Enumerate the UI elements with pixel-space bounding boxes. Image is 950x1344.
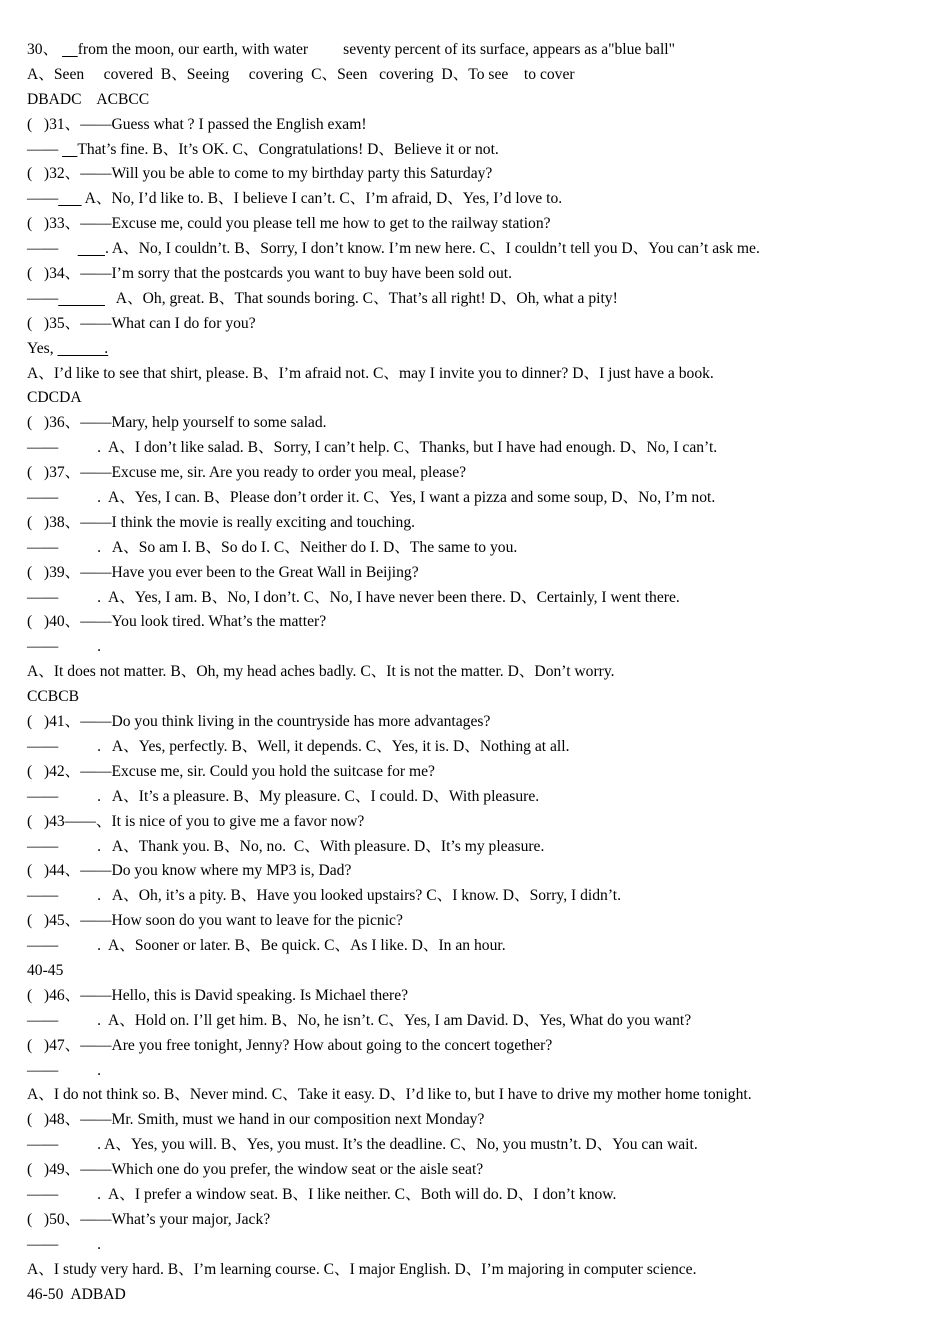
text-line [27,486,932,511]
text-segment: —— [27,240,78,258]
text-line [27,1108,932,1133]
text-segment: —— . A、I prefer a window seat. B、I like neither. C、Both will do. D、I don’t know. [27,1185,617,1203]
answer-blank [78,240,105,257]
text-segment: —— [27,289,59,307]
text-segment: That’s fine. B、It’s OK. C、Congratulations! D、Believe it or not. [77,140,499,158]
text-line [27,312,932,337]
text-segment: . A、No, I couldn’t. B、Sorry, I don’t know. I’m new here. C、I couldn’t tell you D、You can’t ask me. [104,240,760,258]
text-line [27,1258,932,1283]
text-line [27,63,932,88]
document-page [27,38,932,1307]
text-segment: ( )37、——Excuse me, sir. Are you ready to order you meal, please? [27,464,467,482]
text-segment: A、I’d like to see that shirt, please. B、I’m afraid not. C、may I invite you to dinner? D、I just have a book. [27,364,714,382]
text-line [27,1034,932,1059]
text-line [27,660,932,685]
text-line [27,1158,932,1183]
text-line [27,1183,932,1208]
text-segment: ( )42、——Excuse me, sir. Could you hold the suitcase for me? [27,762,435,780]
text-line [27,1059,932,1084]
text-line [27,909,932,934]
text-line [27,984,932,1009]
text-segment: —— . A、Yes, I am. B、No, I don’t. C、No, I have never been there. D、Certainly, I went there. [27,588,680,606]
text-segment: from the moon, our earth, with water seventy percent of its surface, appears as a"blue ball" [77,41,675,58]
text-segment: ( )46、——Hello, this is David speaking. Is Michael there? [27,986,409,1004]
text-line [27,735,932,760]
text-segment: 40-45 [27,961,64,979]
text-line [27,287,932,312]
text-line [27,337,932,362]
text-segment: A、It does not matter. B、Oh, my head aches badly. C、It is not the matter. D、Don’t worry. [27,663,615,681]
text-segment: —— . A、Yes, I can. B、Please don’t order it. C、Yes, I want a pizza and some soup, D、No, I’m not. [27,489,716,507]
text-line [27,934,932,959]
text-segment: A、No, I’d like to. B、I believe I can’t. C、I’m afraid, D、Yes, I’d love to. [81,190,563,208]
text-segment: ( )41、——Do you think living in the countryside has more advantages? [27,713,491,731]
text-segment: CDCDA [27,389,82,407]
text-line [27,635,932,660]
text-segment: A、Seen covered B、Seeing covering C、Seen covering D、To see to cover [27,65,575,83]
text-segment: —— . [27,1061,102,1079]
text-segment: ( )49、——Which one do you prefer, the window seat or the aisle seat? [27,1161,484,1179]
text-line [27,835,932,860]
text-line [27,212,932,237]
text-segment: ( )34、——I’m sorry that the postcards you want to buy have been sold out. [27,265,513,283]
answer-blank [58,190,81,207]
text-line [27,411,932,436]
text-segment: ( )44、——Do you know where my MP3 is, Dad? [27,862,352,880]
text-line [27,461,932,486]
text-segment: ( )39、——Have you ever been to the Great Wall in Beijing? [27,563,419,581]
text-segment: ( )43——、It is nice of you to give me a favor now? [27,812,365,830]
text-segment: —— . A、Sooner or later. B、Be quick. C、As I like. D、In an hour. [27,937,506,955]
answer-blank [58,290,105,307]
text-line [27,710,932,735]
text-line [27,586,932,611]
text-segment: A、I study very hard. B、I’m learning course. C、I major English. D、I’m majoring in computer science. [27,1260,697,1278]
text-segment: —— . A、So am I. B、So do I. C、Neither do I. D、The same to you. [27,538,518,556]
text-segment: —— . A、Yes, perfectly. B、Well, it depends. C、Yes, it is. D、Nothing at all. [27,737,570,755]
text-segment: —— . A、It’s a pleasure. B、My pleasure. C、I could. D、With pleasure. [27,787,540,805]
text-line [27,262,932,287]
text-segment: —— . [27,638,102,656]
text-segment: ( )31、——Guess what ? I passed the English exam! [27,115,367,133]
text-segment: ( )50、——What’s your major, Jack? [27,1210,271,1228]
text-line [27,1083,932,1108]
text-line [27,113,932,138]
text-line [27,1283,932,1308]
text-segment: A、Oh, great. B、That sounds boring. C、That’s all right! D、Oh, what a pity! [104,289,618,307]
text-segment: A、I do not think so. B、Never mind. C、Take it easy. D、I’d like to, but I have to drive my mother home tonight. [27,1086,752,1104]
text-segment: ( )40、——You look tired. What’s the matter? [27,613,327,631]
text-segment: ( )38、——I think the movie is really exciting and touching. [27,513,416,531]
text-segment: —— . A、Hold on. I’ll get him. B、No, he isn’t. C、Yes, I am David. D、Yes, What do you want? [27,1011,692,1029]
text-segment: Yes, [27,339,58,357]
text-line [27,760,932,785]
text-line [27,610,932,635]
text-segment: —— . A、Yes, you will. B、Yes, you must. It’s the deadline. C、No, you mustn’t. D、You can wait. [27,1136,698,1154]
answer-blank: . [57,339,109,357]
text-segment: DBADC ACBCC [27,90,150,108]
answer-blank [62,141,77,158]
text-segment: 30、 [27,41,63,58]
text-line [27,362,932,387]
text-segment: —— . [27,1235,102,1253]
text-segment: —— . A、Oh, it’s a pity. B、Have you looked upstairs? C、I know. D、Sorry, I didn’t. [27,887,621,905]
text-line [27,959,932,984]
text-line [27,1133,932,1158]
text-segment: ( )45、——How soon do you want to leave for the picnic? [27,912,403,930]
text-line [27,561,932,586]
text-line [27,38,932,63]
text-line [27,162,932,187]
text-segment: ( )35、——What can I do for you? [27,314,256,332]
text-segment: ( )48、——Mr. Smith, must we hand in our composition next Monday? [27,1111,485,1129]
text-segment: ( )32、——Will you be able to come to my birthday party this Saturday? [27,165,493,183]
text-line [27,884,932,909]
text-line [27,810,932,835]
text-segment: 46-50 ADBAD [27,1285,126,1303]
text-line [27,511,932,536]
text-line [27,536,932,561]
text-line [27,1009,932,1034]
text-segment: —— . A、I don’t like salad. B、Sorry, I can’t help. C、Thanks, but I have had enough. D、No, I can’t. [27,439,718,457]
text-segment: —— . A、Thank you. B、No, no. C、With pleasure. D、It’s my pleasure. [27,837,545,855]
text-segment: ( )33、——Excuse me, could you please tell me how to get to the railway station? [27,215,551,233]
text-line [27,436,932,461]
text-segment: —— [27,190,59,208]
text-line [27,1233,932,1258]
text-line [27,237,932,262]
text-segment: ( )47、——Are you free tonight, Jenny? How about going to the concert together? [27,1036,553,1054]
text-line [27,88,932,113]
text-line [27,685,932,710]
text-line [27,386,932,411]
text-line [27,138,932,163]
text-line [27,187,932,212]
text-segment: ( )36、——Mary, help yourself to some salad. [27,414,327,432]
text-line [27,859,932,884]
text-segment: CCBCB [27,688,80,706]
answer-blank [62,41,78,58]
text-line [27,1208,932,1233]
text-segment: —— [27,140,63,158]
text-line [27,785,932,810]
